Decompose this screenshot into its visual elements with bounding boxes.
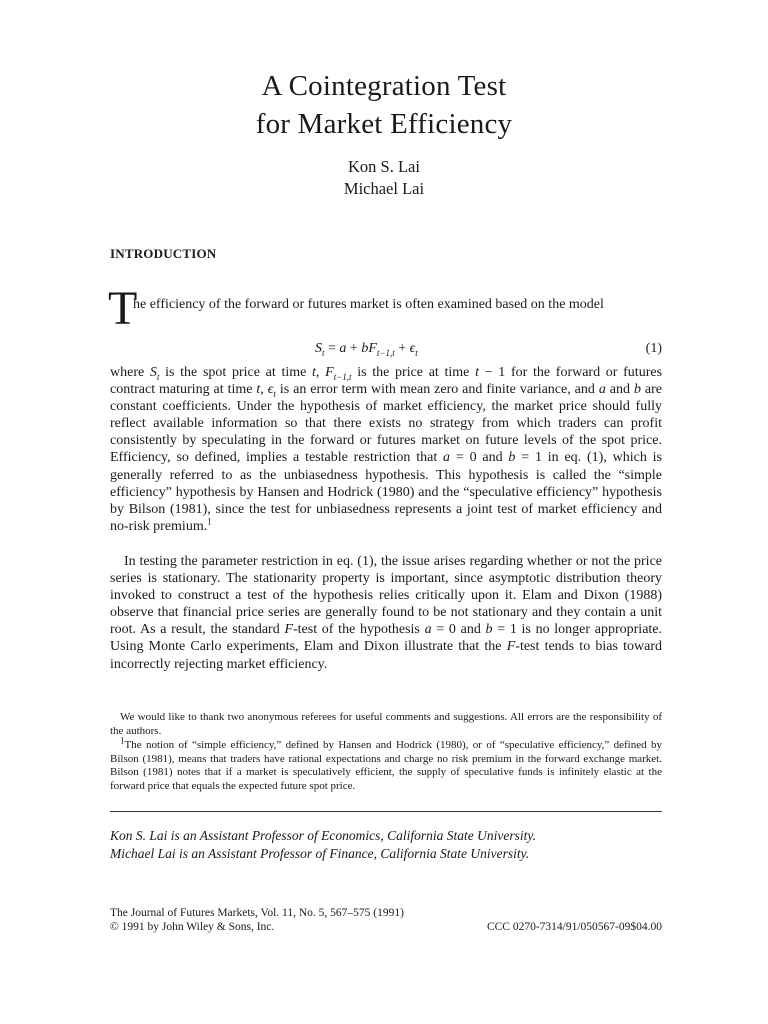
ccc-code: CCC 0270-7314/91/050567-09$04.00 [486,921,662,933]
author-1: Kon S. Lai [348,157,420,176]
intro-paragraph-3: In testing the parameter restriction in eq. (1), the issue arises regarding whether or not the price series is stationary. The stationarity property is important, since asymptotic distribution theory invoked to construct a test of the hypothesis relies critically upon it. Elam and Dixon (1988) observe that financial price series are generally found to be not stationary and they contain a unit root. As a result, the standard F-test of the hypothesis a = 0 and b = 1 is no longer appropriate. Using Monte Carlo experiments, Elam and Dixon illustrate that the F-test tends to bias toward incorrectly rejecting market efficiency. [110,554,663,672]
copyright-notice: © 1991 by John Wiley & Sons, Inc. [110,921,275,933]
paper-title-line-1: A Cointegration Test [261,70,507,102]
affiliation-2: Michael Lai is an Assistant Professor of Finance, California State University. [110,846,530,861]
equation-number: (1) [645,341,662,356]
intro-paragraph-1: he efficiency of the forward or futures market is often examined based on the model [133,297,604,312]
intro-paragraph-2: where $S_t$ is the spot price at time t, $F_{t-1,t}$ is the price at time t − 1 for the forward or futures contract maturing at time t, $\epsilon_t$ is an error term with mean zero and finite variance, and a and b are constant coefficients. Under the hypothesis of market efficiency, the market price should fully reflect available information so that there exists no strategy from which traders can profit consistently by speculating in the forward or futures market on future levels of the spot price. Efficiency, so defined, implies a testable restriction that a = 0 and b = 1 in eq. (1), which is generally referred to as the unbiasedness hypothesis. This hypothesis is called the “simple efficiency” hypothesis by Hansen and Hodrick (1980) and the “speculative efficiency” hypothesis by Bilson (1981), since the test for unbiasedness represents a joint test of market efficiency and no-risk premium.$^1$ [110,365,663,534]
paper-title-line-2: for Market Efficiency [255,108,513,140]
footnote-acknowledgment: We would like to thank two anonymous referees for useful comments and suggestions. All errors are the responsibility of the authors. [110,711,662,737]
footnote-ref-1: 1 [207,516,212,527]
section-heading-introduction: INTRODUCTION [110,246,217,261]
drop-cap: T [108,282,138,335]
footnote-divider [110,811,662,812]
equation-1 [110,341,662,359]
equation-body: $S_t = a + bF_{t-1,t} + \epsilon_t$ [315,341,418,358]
author-2: Michael Lai [343,179,425,198]
affiliation-1: Kon S. Lai is an Assistant Professor of Economics, California State University. [110,828,537,843]
journal-citation: The Journal of Futures Markets, Vol. 11, No. 5, 567–575 (1991) [110,907,404,919]
footnote-1: $^1$The notion of “simple efficiency,” defined by Hansen and Hodrick (1980), or of “speculative efficiency,” defined by Bilson (1981), means that traders have rational expectations and charge no risk premium in the forward exchange market. Bilson (1981) notes that if a market is speculatively efficient, the supply of speculative funds is infinitely elastic at the forward price that equals the expected future spot price. [110,735,662,792]
